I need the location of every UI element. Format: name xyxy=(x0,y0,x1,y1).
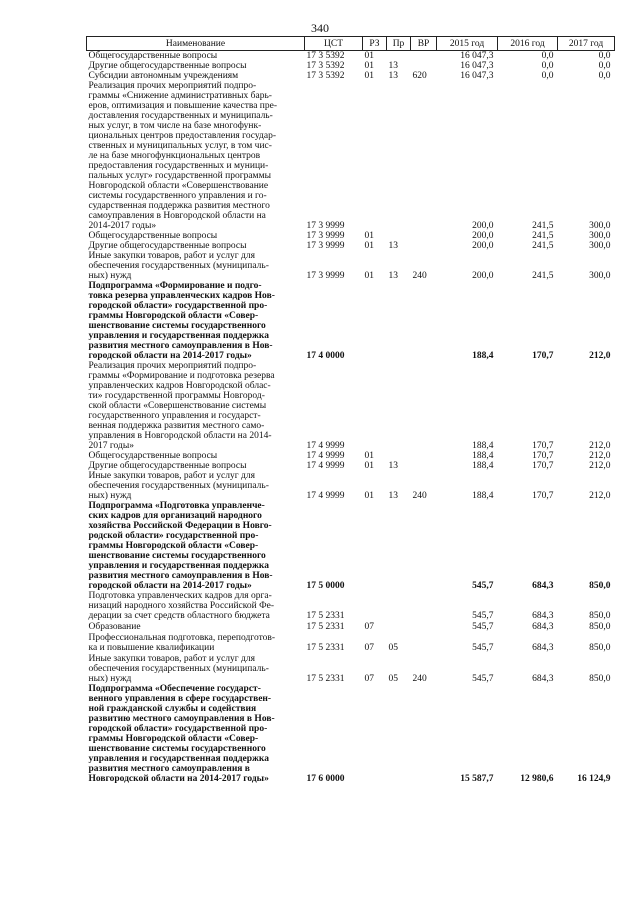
cell-rz: 01 xyxy=(364,241,374,251)
table-row xyxy=(87,471,615,501)
cell-2016: 0,0 xyxy=(541,51,554,61)
cell-vr xyxy=(411,461,437,471)
cell-rz xyxy=(363,501,387,591)
cell-rz: 01 xyxy=(364,51,374,61)
cell-rz: 01 xyxy=(364,231,374,241)
cell-pr xyxy=(387,684,411,784)
cell-name: Подпрограмма «Формирование и подго- товка резерва управленческих кадров Нов- городской области» государственной про- граммы Новгородской области «Совер- шенствование системы государственного управления и государственная поддержка развития местного самоуправления в Нов- городской области на 2014-2017 годы» xyxy=(88,281,275,361)
cell-2015: 200,0 xyxy=(472,221,494,231)
cell-2016: 241,5 xyxy=(532,271,554,281)
cell-name: Другие общегосударственные вопросы xyxy=(88,241,247,251)
cell-vr xyxy=(411,591,437,621)
table-row xyxy=(87,501,615,591)
cell-cst: 17 5 2331 xyxy=(306,643,345,653)
cell-name: Другие общегосударственные вопросы xyxy=(88,61,247,71)
table-row xyxy=(87,451,615,461)
cell-vr xyxy=(411,451,437,461)
cell-cst: 17 3 9999 xyxy=(306,271,345,281)
cell-pr: 13 xyxy=(388,271,398,281)
cell-2015: 188,4 xyxy=(472,441,494,451)
cell-rz xyxy=(363,81,387,231)
cell-pr: 05 xyxy=(388,674,398,684)
table-row xyxy=(87,632,615,653)
cell-2016: 170,7 xyxy=(532,451,554,461)
cell-vr xyxy=(411,501,437,591)
header-row xyxy=(87,37,615,51)
cell-pr xyxy=(387,621,411,632)
cell-vr xyxy=(411,61,437,71)
cell-cst: 17 5 0000 xyxy=(306,581,345,591)
cell-2016: 241,5 xyxy=(532,241,554,251)
budget-table xyxy=(86,36,615,784)
cell-rz: 01 xyxy=(364,461,374,471)
cell-2017: 850,0 xyxy=(589,643,611,653)
cell-name: Иные закупки товаров, работ и услуг для обеспечения государственных (муниципаль- ных) нужд xyxy=(88,471,269,501)
cell-cst: 17 4 9999 xyxy=(306,441,345,451)
cell-2016: 684,3 xyxy=(532,643,554,653)
cell-rz: 01 xyxy=(364,61,374,71)
cell-2017: 850,0 xyxy=(589,622,611,632)
cell-2017: 850,0 xyxy=(589,674,611,684)
cell-2016: 0,0 xyxy=(541,61,554,71)
cell-pr xyxy=(387,501,411,591)
table-row xyxy=(87,461,615,471)
cell-2017: 300,0 xyxy=(589,241,611,251)
cell-2016: 12 980,6 xyxy=(520,774,554,784)
cell-cst: 17 3 5392 xyxy=(306,51,345,61)
cell-cst: 17 5 2331 xyxy=(306,622,345,632)
cell-2017: 212,0 xyxy=(589,491,611,501)
cell-vr xyxy=(411,231,437,241)
cell-pr xyxy=(387,361,411,451)
cell-2017: 300,0 xyxy=(589,231,611,241)
cell-rz xyxy=(363,684,387,784)
cell-2016: 684,3 xyxy=(532,674,554,684)
cell-2016: 170,7 xyxy=(532,441,554,451)
cell-2015: 200,0 xyxy=(472,241,494,251)
cell-2015: 188,4 xyxy=(472,351,494,361)
cell-pr: 13 xyxy=(388,241,398,251)
cell-vr xyxy=(411,81,437,231)
cell-rz: 01 xyxy=(364,71,374,81)
cell-cst: 17 3 5392 xyxy=(306,71,345,81)
cell-vr xyxy=(411,632,437,653)
cell-vr xyxy=(411,621,437,632)
table-row xyxy=(87,81,615,231)
cell-pr xyxy=(387,51,411,62)
cell-pr: 13 xyxy=(388,71,398,81)
cell-2015: 188,4 xyxy=(472,491,494,501)
cell-pr xyxy=(387,231,411,241)
cell-cst: 17 6 0000 xyxy=(306,774,345,784)
cell-rz: 07 xyxy=(364,622,374,632)
cell-2015: 16 047,3 xyxy=(460,71,494,81)
table-row xyxy=(87,621,615,632)
table-row xyxy=(87,71,615,81)
cell-name: Профессиональная подготовка, переподготов- ка и повышение квалификации xyxy=(88,633,275,653)
cell-cst: 17 4 0000 xyxy=(306,351,345,361)
cell-2017: 0,0 xyxy=(598,71,611,81)
cell-2016: 170,7 xyxy=(532,461,554,471)
cell-name: Субсидии автономным учреждениям xyxy=(88,71,239,81)
cell-2015: 545,7 xyxy=(472,611,494,621)
cell-vr xyxy=(411,51,437,62)
cell-name: Образование xyxy=(88,622,141,632)
cell-name: Общегосударственные вопросы xyxy=(88,231,218,241)
cell-2015: 188,4 xyxy=(472,461,494,471)
cell-pr xyxy=(387,451,411,461)
cell-2016: 684,3 xyxy=(532,581,554,591)
cell-rz: 01 xyxy=(364,491,374,501)
cell-2017: 16 124,9 xyxy=(577,774,611,784)
cell-2016: 170,7 xyxy=(532,491,554,501)
cell-cst: 17 3 9999 xyxy=(306,241,345,251)
table-row xyxy=(87,51,615,62)
header-name: Наименование xyxy=(87,37,305,51)
cell-rz: 07 xyxy=(364,643,374,653)
page-number: 340 xyxy=(311,21,329,35)
cell-2015: 545,7 xyxy=(472,643,494,653)
cell-2015: 200,0 xyxy=(472,231,494,241)
cell-2017: 850,0 xyxy=(589,611,611,621)
header-vr: ВР xyxy=(411,37,437,51)
header-cst: ЦСТ xyxy=(305,37,363,51)
cell-cst: 17 3 9999 xyxy=(306,221,345,231)
cell-pr xyxy=(387,591,411,621)
cell-name: Подпрограмма «Подготовка управленче- ских кадров для организаций народного хозяйства Российской Федерации в Новго- родской области» государственной про- граммы Новгородской области «Совер- шенствование системы государственного управления и государственная поддержка развития местного самоуправления в Нов- городской области на 2014-2017 годы» xyxy=(88,501,273,591)
table-row xyxy=(87,684,615,784)
cell-name: Реализация прочих мероприятий подпро- граммы «Формирование и подготовка резерва управленческих кадров Новгородской облас- ти» государственной программы Новгород- ской области «Совершенствование системы государственного управления и государст- венная поддержка развития местного само- управления в Новгородской области на 2014- 2017 годы» xyxy=(88,361,275,451)
cell-2015: 545,7 xyxy=(472,622,494,632)
cell-2016: 684,3 xyxy=(532,622,554,632)
cell-2017: 212,0 xyxy=(589,461,611,471)
table-row xyxy=(87,231,615,241)
cell-2017: 0,0 xyxy=(598,51,611,61)
table-row xyxy=(87,241,615,251)
cell-cst: 17 3 5392 xyxy=(306,61,345,71)
cell-vr xyxy=(411,361,437,451)
table-row xyxy=(87,61,615,71)
header-2015: 2015 год xyxy=(437,37,498,51)
header-2017: 2017 год xyxy=(558,37,615,51)
cell-2016: 241,5 xyxy=(532,231,554,241)
cell-2015: 15 587,7 xyxy=(460,774,494,784)
cell-rz xyxy=(363,281,387,361)
cell-vr xyxy=(411,684,437,784)
cell-rz: 07 xyxy=(364,674,374,684)
cell-name: Иные закупки товаров, работ и услуг для обеспечения государственных (муниципаль- ных) нужд xyxy=(88,251,269,281)
cell-2015: 188,4 xyxy=(472,451,494,461)
cell-rz: 01 xyxy=(364,451,374,461)
cell-vr: 240 xyxy=(412,491,427,501)
cell-2017: 212,0 xyxy=(589,441,611,451)
cell-rz xyxy=(363,591,387,621)
cell-name: Другие общегосударственные вопросы xyxy=(88,461,247,471)
cell-name: Иные закупки товаров, работ и услуг для обеспечения государственных (муниципаль- ных) нужд xyxy=(88,654,269,684)
cell-vr: 240 xyxy=(412,674,427,684)
cell-rz xyxy=(363,361,387,451)
cell-name: Подпрограмма «Обеспечение государст- венного управления в сфере государствен- ной гражданской службы и содействия развитию местного самоуправления в Нов- городской области» государственной про- граммы Новгородской области «Совер- шенствование системы государственного управления и государственная поддержка развития местного самоуправления в Новгородской области на 2014-2017 годы» xyxy=(88,684,275,784)
cell-cst: 17 4 9999 xyxy=(306,451,345,461)
cell-cst: 17 5 2331 xyxy=(306,611,345,621)
table-row xyxy=(87,653,615,684)
cell-2015: 545,7 xyxy=(472,581,494,591)
cell-vr xyxy=(411,241,437,251)
cell-2016: 0,0 xyxy=(541,71,554,81)
cell-2015: 16 047,3 xyxy=(460,51,494,61)
cell-name: Общегосударственные вопросы xyxy=(88,51,218,61)
cell-rz: 01 xyxy=(364,271,374,281)
cell-2016: 170,7 xyxy=(532,351,554,361)
cell-name: Общегосударственные вопросы xyxy=(88,451,218,461)
cell-pr: 13 xyxy=(388,491,398,501)
table-row xyxy=(87,251,615,281)
table-body xyxy=(87,51,615,785)
cell-vr: 620 xyxy=(412,71,427,81)
cell-2017: 300,0 xyxy=(589,221,611,231)
cell-2016: 684,3 xyxy=(532,611,554,621)
cell-2017: 850,0 xyxy=(589,581,611,591)
header-rz: РЗ xyxy=(363,37,387,51)
cell-vr xyxy=(411,281,437,361)
cell-2015: 16 047,3 xyxy=(460,61,494,71)
cell-2017: 212,0 xyxy=(589,451,611,461)
header-pr: Пр xyxy=(387,37,411,51)
cell-pr xyxy=(387,281,411,361)
cell-vr: 240 xyxy=(412,271,427,281)
cell-pr: 05 xyxy=(388,643,398,653)
cell-2017: 300,0 xyxy=(589,271,611,281)
cell-cst: 17 3 9999 xyxy=(306,231,345,241)
cell-pr: 13 xyxy=(388,461,398,471)
cell-cst: 17 4 9999 xyxy=(306,491,345,501)
header-2016: 2016 год xyxy=(498,37,558,51)
cell-name: Подготовка управленческих кадров для орга- низаций народного хозяйства Российской Фе- дерации за счет средств областного бюджета xyxy=(88,591,274,621)
table-row xyxy=(87,591,615,621)
cell-cst: 17 4 9999 xyxy=(306,461,345,471)
cell-name: Реализация прочих мероприятий подпро- граммы «Снижение административных барь- еров, оптимизация и повышение качества пре- доставления государственных и муниципаль- ных услуг, в том числе на базе многофунк- циональных центров предоставления государ- ственных и муниципальных услуг, в том чис- ле на базе многофункциональных центров предоставления государственных и муници- пальных услуг» государственной программы Новгородской области «Совершенствование системы государственного управления и го- сударственная поддержка развития местного самоуправления в Новгородской области на 2014-2017 годы» xyxy=(88,81,278,231)
cell-2017: 212,0 xyxy=(589,351,611,361)
cell-cst: 17 5 2331 xyxy=(306,674,345,684)
cell-pr: 13 xyxy=(388,61,398,71)
cell-2015: 545,7 xyxy=(472,674,494,684)
cell-2015: 200,0 xyxy=(472,271,494,281)
table-row xyxy=(87,361,615,451)
cell-2016: 241,5 xyxy=(532,221,554,231)
table-row xyxy=(87,281,615,361)
cell-pr xyxy=(387,81,411,231)
cell-2017: 0,0 xyxy=(598,61,611,71)
